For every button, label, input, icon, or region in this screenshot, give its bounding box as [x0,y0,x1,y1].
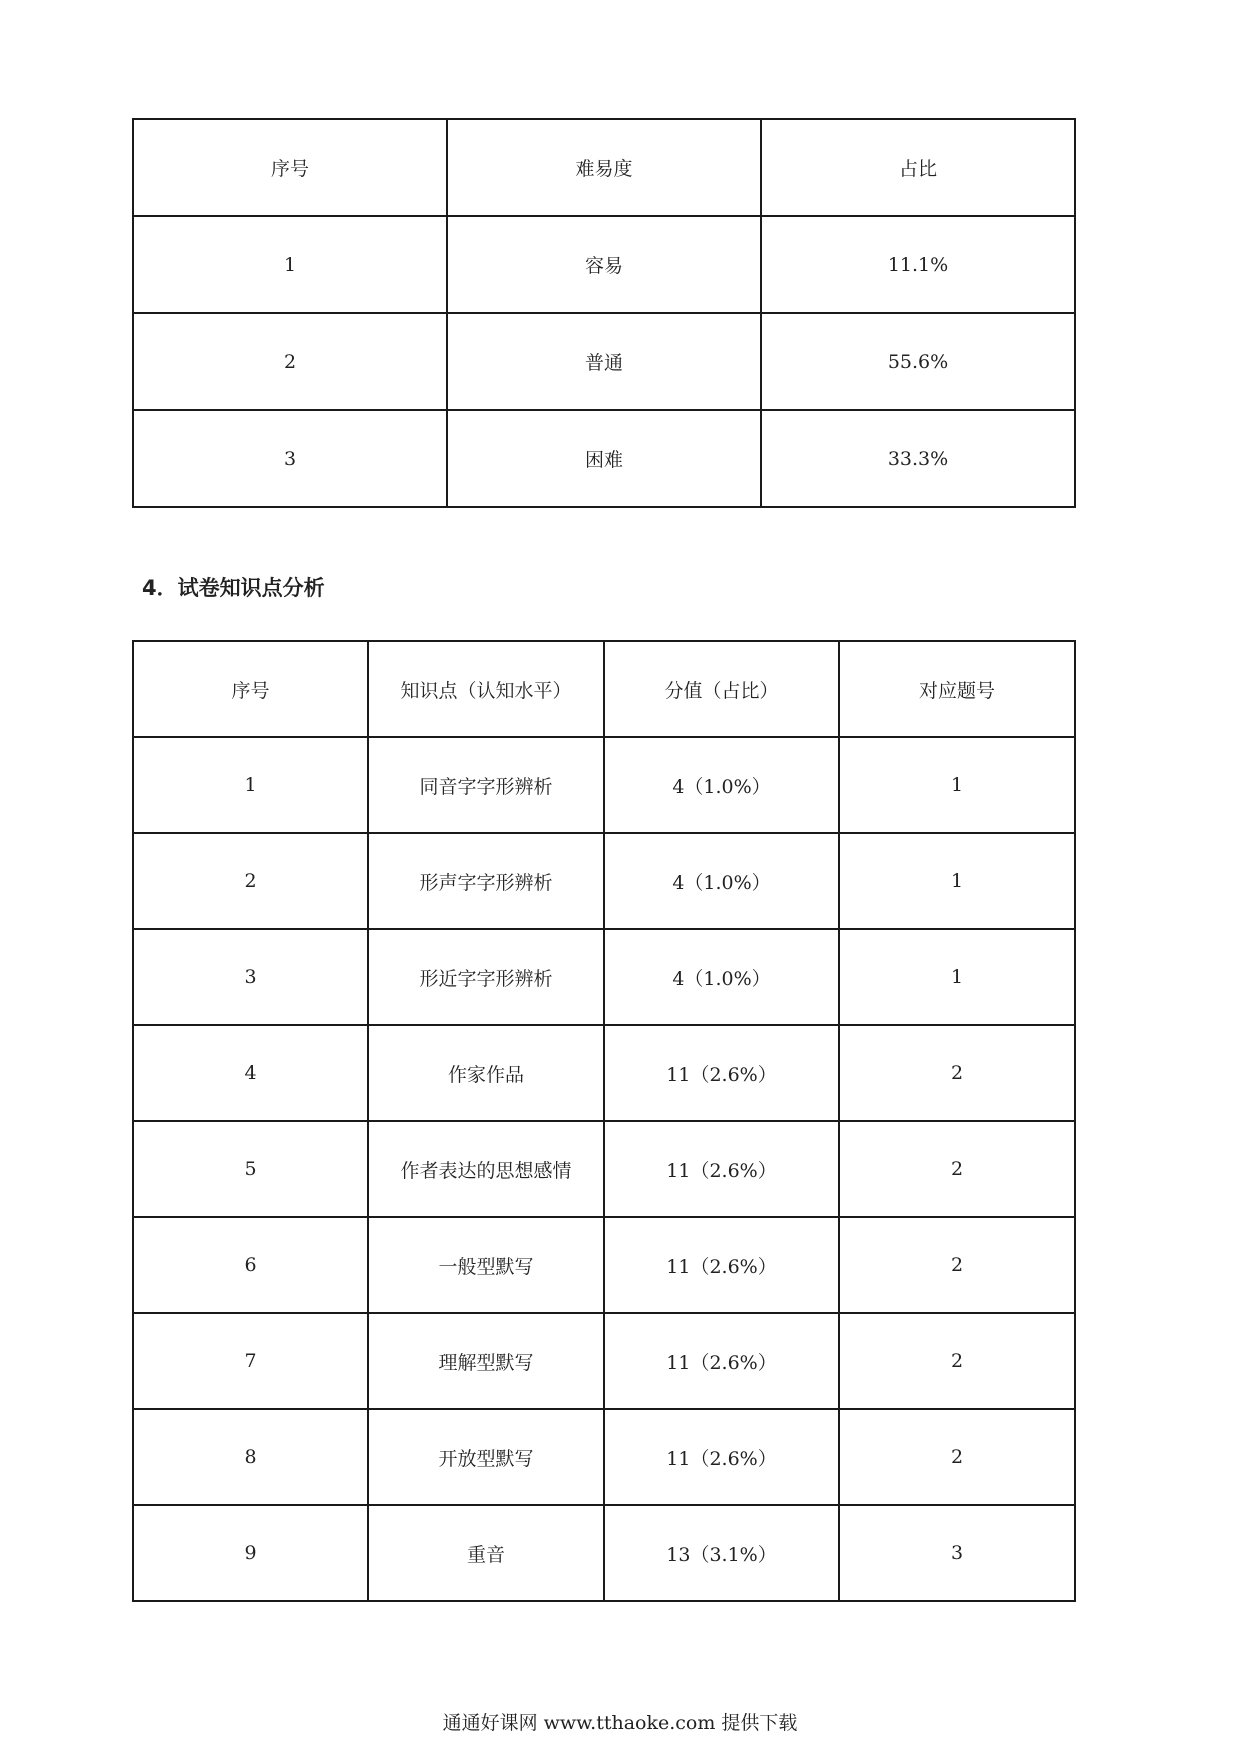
page-footer: 通通好课网 www.tthaoke.com 提供下载 [442,1712,798,1734]
cell-index: 1 [133,216,447,313]
cell-score: 4（1.0%） [604,929,839,1025]
difficulty-table [132,118,1076,508]
cell-question-number: 1 [839,737,1075,833]
cell-score: 11（2.6%） [604,1409,839,1505]
cell-question-number: 2 [839,1121,1075,1217]
cell-index: 9 [133,1505,368,1601]
table-row [133,833,1075,929]
cell-question-number: 3 [839,1505,1075,1601]
cell-index: 6 [133,1217,368,1313]
table-row [133,737,1075,833]
cell-question-number: 2 [839,1313,1075,1409]
cell-knowledge-point: 开放型默写 [368,1409,604,1505]
cell-index: 7 [133,1313,368,1409]
cell-question-number: 2 [839,1025,1075,1121]
table-row [133,1217,1075,1313]
table-row [133,1313,1075,1409]
cell-knowledge-point: 形声字字形辨析 [368,833,604,929]
cell-ratio: 33.3% [761,410,1075,507]
table-row [133,1025,1075,1121]
cell-index: 1 [133,737,368,833]
cell-ratio: 55.6% [761,313,1075,410]
table-row [133,313,1075,410]
header-question-number: 对应题号 [839,641,1075,737]
knowledge-table [132,640,1076,1602]
cell-score: 11（2.6%） [604,1313,839,1409]
cell-difficulty: 容易 [447,216,761,313]
table-header-row [133,119,1075,216]
section-heading: 4．试卷知识点分析 [142,576,325,600]
cell-score: 11（2.6%） [604,1217,839,1313]
table-row [133,216,1075,313]
cell-knowledge-point: 重音 [368,1505,604,1601]
cell-index: 8 [133,1409,368,1505]
cell-index: 4 [133,1025,368,1121]
cell-score: 4（1.0%） [604,833,839,929]
cell-question-number: 1 [839,929,1075,1025]
header-knowledge-point: 知识点（认知水平） [368,641,604,737]
table-header-row [133,641,1075,737]
cell-index: 3 [133,929,368,1025]
header-ratio: 占比 [761,119,1075,216]
cell-ratio: 11.1% [761,216,1075,313]
cell-knowledge-point: 作家作品 [368,1025,604,1121]
header-index: 序号 [133,119,447,216]
cell-knowledge-point: 同音字字形辨析 [368,737,604,833]
cell-knowledge-point: 理解型默写 [368,1313,604,1409]
cell-question-number: 2 [839,1409,1075,1505]
table-row [133,1121,1075,1217]
cell-index: 3 [133,410,447,507]
table-row [133,1409,1075,1505]
table-row [133,1505,1075,1601]
header-score: 分值（占比） [604,641,839,737]
header-index: 序号 [133,641,368,737]
cell-score: 4（1.0%） [604,737,839,833]
cell-index: 2 [133,833,368,929]
cell-score: 11（2.6%） [604,1121,839,1217]
cell-difficulty: 困难 [447,410,761,507]
cell-question-number: 2 [839,1217,1075,1313]
cell-score: 13（3.1%） [604,1505,839,1601]
cell-difficulty: 普通 [447,313,761,410]
table-row [133,410,1075,507]
header-difficulty: 难易度 [447,119,761,216]
cell-question-number: 1 [839,833,1075,929]
cell-knowledge-point: 一般型默写 [368,1217,604,1313]
cell-score: 11（2.6%） [604,1025,839,1121]
cell-knowledge-point: 作者表达的思想感情 [368,1121,604,1217]
cell-knowledge-point: 形近字字形辨析 [368,929,604,1025]
table-row [133,929,1075,1025]
cell-index: 2 [133,313,447,410]
cell-index: 5 [133,1121,368,1217]
